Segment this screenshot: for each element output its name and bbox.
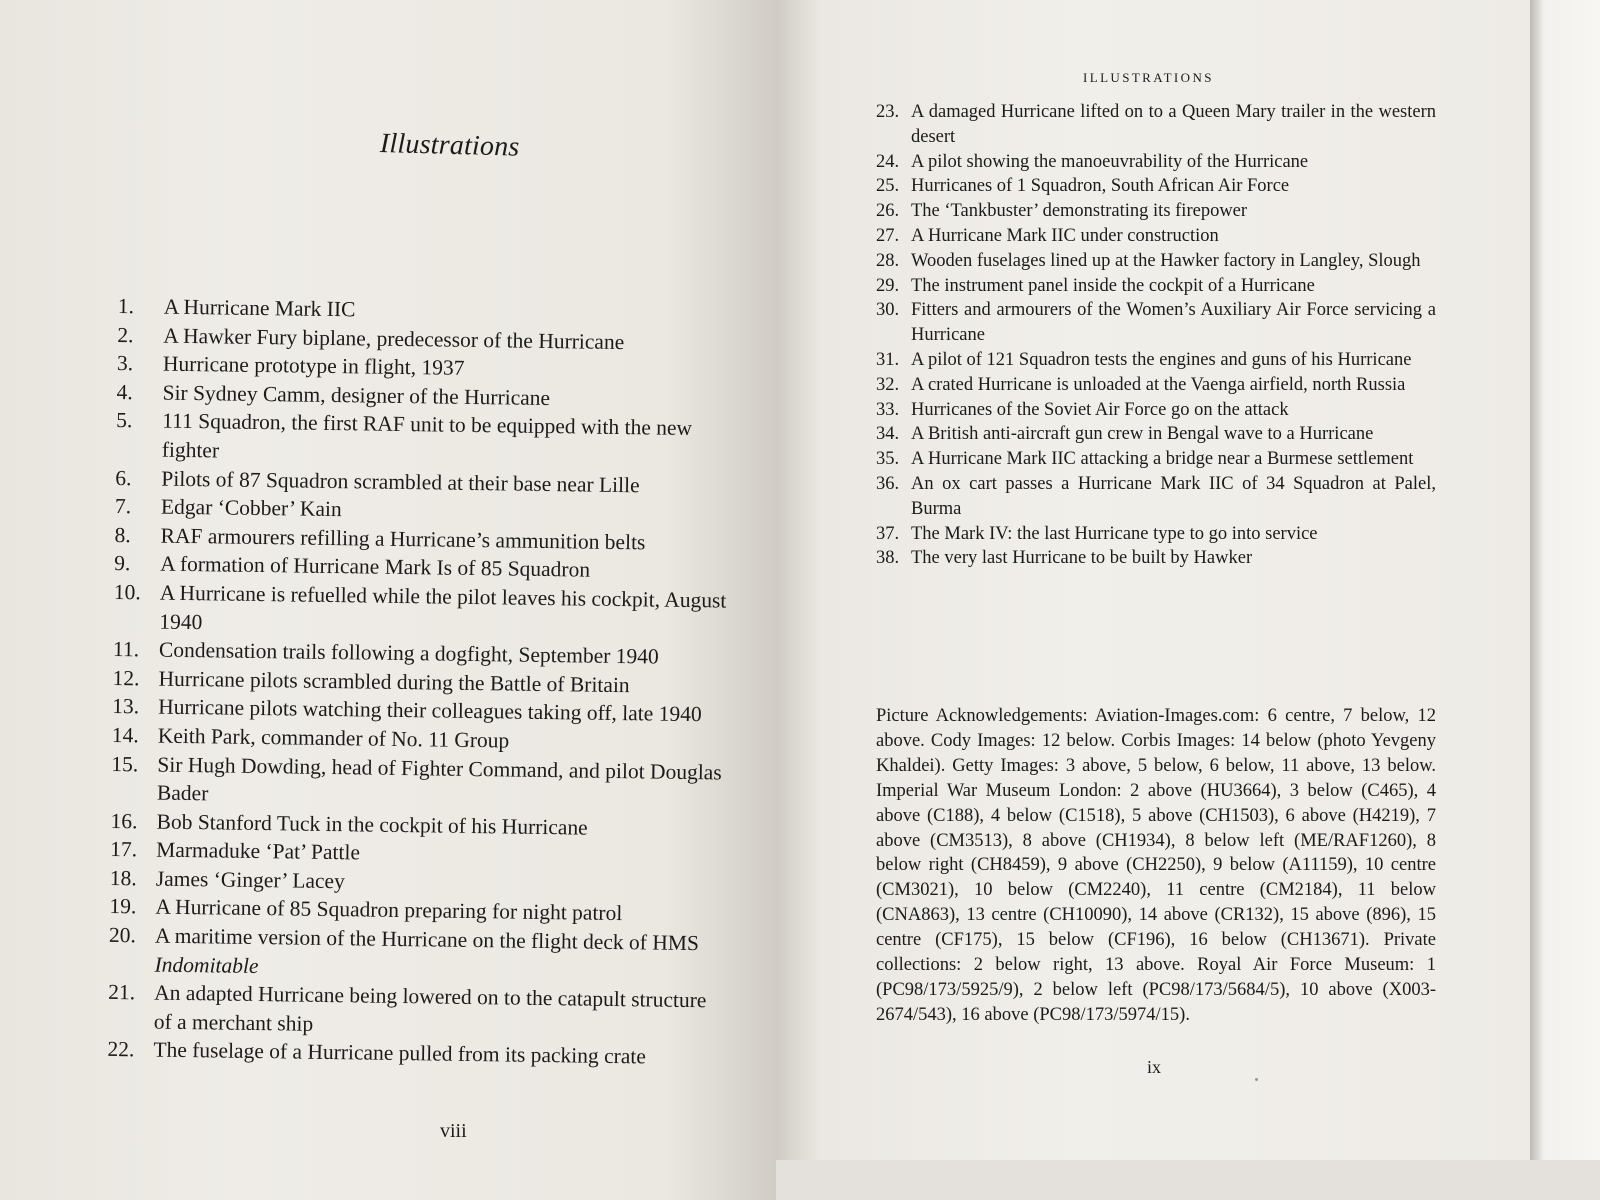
item-number: 21. (108, 980, 136, 1005)
item-number: 34. (876, 424, 900, 445)
list-item (876, 274, 1436, 299)
item-number: 19. (109, 894, 137, 919)
item-caption (911, 373, 1436, 398)
item-number: 23. (876, 102, 900, 122)
item-caption-text: A Hawker Fury biplane, predecessor of the Hurricane (163, 323, 625, 354)
item-caption (162, 407, 737, 472)
illustrations-list-left (107, 292, 738, 1073)
list-item (876, 298, 1436, 348)
item-caption-text: A Hurricane Mark IIC attacking a bridge near a Burmese settlement (911, 449, 1414, 470)
item-number: 38. (876, 548, 900, 569)
item-caption (911, 422, 1436, 447)
list-item (876, 249, 1436, 274)
item-number: 7. (114, 494, 132, 519)
item-number: 22. (107, 1037, 135, 1062)
item-caption-text: A maritime version of the Hurricane on the flight deck of HMS (154, 923, 700, 956)
item-caption-text: Pilots of 87 Squadron scrambled at their base near Lille (161, 466, 640, 497)
list-item (876, 100, 1436, 150)
item-number: 18. (109, 865, 137, 891)
item-caption-text: A Hurricane Mark IIC under construction (911, 225, 1219, 246)
list-item (876, 224, 1436, 249)
table-surface (776, 1160, 1600, 1200)
list-item (876, 522, 1436, 547)
item-caption-text: A Hurricane Mark IIC (163, 294, 356, 322)
item-caption-text: Wooden fuselages lined up at the Hawker factory in Langley, Slough (911, 250, 1421, 271)
item-number: 37. (876, 523, 900, 544)
item-caption (911, 348, 1436, 373)
item-caption-text: The ‘Tankbuster’ demonstrating its firepower (911, 201, 1248, 222)
item-caption (911, 274, 1436, 299)
item-caption-text: A Hurricane of 85 Squadron preparing for night patrol (155, 895, 623, 926)
item-caption-text: RAF armourers refilling a Hurricane’s ammunition belts (160, 523, 646, 555)
item-caption-text: Keith Park, commander of No. 11 Group (157, 723, 510, 753)
item-caption (159, 579, 734, 644)
running-head: ILLUSTRATIONS (1083, 70, 1214, 85)
item-caption-text: A crated Hurricane is unloaded at the Vaenga airfield, north Russia (911, 374, 1406, 395)
item-caption-text: Hurricanes of the Soviet Air Force go on the attack (911, 399, 1289, 420)
item-number: 1. (117, 293, 135, 319)
item-caption (154, 922, 729, 987)
list-item (876, 546, 1436, 571)
list-item (111, 749, 732, 815)
item-caption-text: The fuselage of a Hurricane pulled from its packing crate (153, 1038, 647, 1069)
item-number: 10. (113, 579, 141, 605)
item-number: 25. (876, 176, 900, 197)
item-caption (911, 447, 1436, 472)
item-caption-text: Hurricane prototype in flight, 1937 (162, 351, 465, 381)
item-caption-text: Hurricanes of 1 Squadron, South African Air Force (911, 176, 1290, 197)
list-item (876, 174, 1436, 199)
item-caption (911, 249, 1436, 274)
item-number: 35. (876, 449, 900, 470)
item-number: 26. (876, 201, 900, 222)
list-item (876, 199, 1436, 224)
item-caption-text: A pilot of 121 Squadron tests the engines and guns of his Hurricane (911, 349, 1412, 370)
list-item (876, 150, 1436, 175)
item-caption (911, 546, 1436, 571)
item-number: 17. (110, 837, 138, 862)
list-item (113, 578, 734, 644)
item-caption (911, 224, 1436, 249)
item-number: 32. (876, 374, 900, 395)
list-item (876, 422, 1436, 447)
item-number: 28. (876, 250, 900, 271)
item-caption-text: The very last Hurricane to be built by Hawker (911, 548, 1253, 569)
item-number: 11. (112, 637, 140, 662)
list-item (876, 447, 1436, 472)
page-title: Illustrations (379, 128, 520, 163)
item-caption-text: Fitters and armourers of the Women’s Auxiliary Air Force servicing a Hurricane (911, 300, 1436, 346)
list-item (116, 406, 737, 472)
item-caption-text: Hurricane pilots scrambled during the Battle of Britain (158, 666, 630, 697)
item-caption (911, 100, 1436, 150)
item-number: 9. (114, 551, 131, 576)
item-number: 27. (876, 225, 900, 246)
item-caption-text: Hurricane pilots watching their colleagues taking off, late 1940 (158, 694, 702, 727)
left-page (0, 0, 782, 1200)
page-number-right: ix (1147, 1057, 1162, 1077)
page-edge (1530, 0, 1600, 1200)
list-item (876, 472, 1436, 522)
item-caption-italic: Indomitable (154, 952, 259, 978)
item-caption-text: Sir Hugh Dowding, head of Fighter Command, and pilot Douglas Bader (156, 752, 722, 806)
item-caption-text: A Hurricane is refuelled while the pilot leaves his cockpit, August 1940 (159, 580, 727, 634)
paper-speck (1255, 1078, 1258, 1081)
item-caption-text: James ‘Ginger’ Lacey (155, 866, 345, 894)
item-caption (911, 174, 1436, 199)
item-caption (154, 979, 729, 1044)
item-number: 4. (116, 379, 133, 404)
item-number: 33. (876, 399, 900, 420)
item-caption-text: An adapted Hurricane being lowered on to the catapult structure of a merchant ship (153, 980, 707, 1036)
item-caption-text: Marmaduke ‘Pat’ Pattle (156, 837, 361, 865)
picture-acknowledgements: Picture Acknowledgements: Aviation-Images.com: 6 centre, 7 below, 12 above. Cody Images: 12 below. Corbis Images: 14 below (photo Yevgeny Khaldei). Getty Images: 3 above, 5 below, 6 below, 11 above, 13 below. Imperial War Museum London: 2 above (HU3664), 3 below (C465), 4 above (C188), 4 below (C1518), 5 above (CH1503), 6 above (H4219), 7 above (CM3513), 8 above (CH1934), 8 below left (ME/RAF1260), 8 below right (CH8459), 9 above (CH2250), 9 below (A11159), 10 centre (CM3021), 10 below (CM2240), 11 centre (CM2184), 11 below (CNA863), 13 centre (CH10090), 14 above (CR132), 15 above (896), 15 centre (CF175), 15 below (CF196), 16 below (CH13671). Private collections: 2 below right, 13 above. Royal Air Force Museum: 1 (PC98/173/5925/9), 2 below left (PC98/173/5684/5), 10 above (X003-2674/543), 16 above (PC98/173/5974/15). (876, 706, 1436, 1025)
item-number: 31. (876, 349, 900, 370)
item-number: 16. (110, 808, 138, 834)
item-caption (157, 750, 732, 815)
item-caption-text: Edgar ‘Cobber’ Kain (160, 494, 342, 522)
item-caption (911, 398, 1436, 423)
item-number: 15. (111, 751, 139, 776)
item-number: 13. (112, 694, 140, 719)
item-number: 30. (876, 300, 900, 321)
item-number: 8. (114, 522, 131, 547)
list-item (876, 398, 1436, 423)
item-caption-text: The Mark IV: the last Hurricane type to go into service (911, 523, 1318, 544)
item-caption-text: 111 Squadron, the first RAF unit to be equipped with the new fighter (161, 409, 693, 463)
list-item (108, 978, 729, 1044)
illustrations-list-right (876, 100, 1436, 571)
item-caption (911, 150, 1436, 175)
list-item (876, 373, 1436, 398)
item-number: 29. (876, 275, 900, 296)
item-caption-text: Condensation trails following a dogfight, September 1940 (158, 637, 659, 669)
item-caption-text: A damaged Hurricane lifted on to a Queen Mary trailer in the western desert (911, 102, 1436, 147)
item-number: 2. (117, 322, 134, 347)
list-item (876, 348, 1436, 373)
item-caption (911, 472, 1436, 522)
item-number: 14. (111, 722, 139, 748)
item-caption (911, 199, 1436, 224)
item-number: 5. (116, 408, 133, 433)
item-number: 6. (115, 465, 132, 490)
item-number: 3. (116, 351, 134, 376)
item-caption-text: Sir Sydney Camm, designer of the Hurricane (162, 380, 551, 410)
item-caption (911, 298, 1436, 348)
page-number-left: viii (440, 1120, 467, 1142)
item-caption-text: An ox cart passes a Hurricane Mark IIC of 34 Squadron at Palel, Burma (911, 473, 1436, 519)
item-number: 36. (876, 473, 900, 494)
item-caption (911, 522, 1436, 547)
item-number: 20. (108, 923, 137, 948)
item-caption-text: A formation of Hurricane Mark Is of 85 Squadron (160, 551, 591, 582)
item-number: 24. (876, 151, 900, 172)
item-caption-text: A pilot showing the manoeuvrability of the Hurricane (911, 151, 1309, 172)
item-number: 12. (112, 665, 140, 691)
item-caption-text: A British anti-aircraft gun crew in Bengal wave to a Hurricane (911, 424, 1374, 445)
item-caption-text: The instrument panel inside the cockpit of a Hurricane (911, 275, 1315, 296)
list-item (108, 921, 729, 987)
item-caption-text: Bob Stanford Tuck in the cockpit of his Hurricane (156, 809, 588, 840)
